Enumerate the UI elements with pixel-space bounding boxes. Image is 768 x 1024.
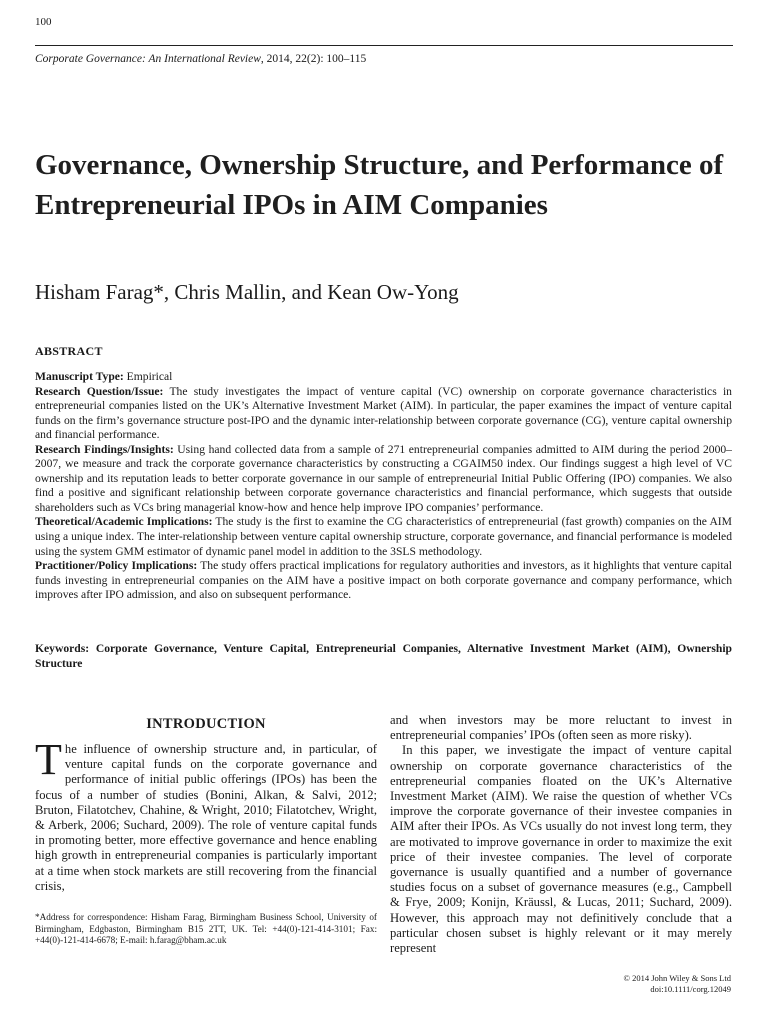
introduction-heading: INTRODUCTION [146, 716, 266, 732]
abstract-heading: ABSTRACT [35, 344, 103, 358]
research-findings-label: Research Findings/Insights: [35, 442, 174, 456]
practitioner-implications-label: Practitioner/Policy Implications: [35, 559, 198, 573]
copyright-notice: © 2014 John Wiley & Sons Ltd [623, 973, 731, 983]
practitioner-implications-text: The study offers practical implications for regulatory authorities and investors, as it highlights that venture capital funds investing in entrepreneurial companies on the AIM have a positive impact on both corporate governance and company performance, which improves after IPO admission, and also on subsequent performance. [35, 559, 732, 602]
journal-name: Corporate Governance: An International Review [35, 53, 261, 65]
manuscript-type-label: Manuscript Type: [35, 370, 124, 383]
research-question-text: The study investigates the impact of venture capital (VC) ownership on corporate governance characteristics in entrepreneurial companies listed on the UK’s Alternative Investment Market (AIM). In particular, the paper examines the impact of venture capital funds on the firm’s governance structure post-IPO and the dynamic inter-relationship between corporate governance (CG), venture capital ownership and financial performance. [35, 384, 732, 442]
intro-paragraph-1 [35, 735, 377, 894]
theoretical-implications-label: Theoretical/Academic Implications: [35, 515, 213, 529]
correspondence-footnote: *Address for correspondence: Hisham Farag, Birmingham Business School, University of Birmingham, Edgbaston, Birmingham B15 2TT, UK. Tel: +44(0)-121-414-3101; Fax: +44(0)-121-414-6678; E-mail: h.farag@bham.ac.uk [35, 912, 377, 945]
intro-paragraph-2: In this paper, we investigate the impact of venture capital ownership on corporate governance characteristics of the entrepreneurial companies floated on the UK’s Alternative Investment Market (AIM). We raise the question of whether VCs improve the corporate governance of their investee companies in AIM after their IPOs. As VCs usually do not invest long term, they are motivated to improve governance in order to maximize the exit price of their investee companies. The level of corporate governance is usually quantified and a number of governance studies focus on a subset of governance measures (e.g., Campbell & Frye, 2009; Konijn, Kräussl, & Lucas, 2011; Suchard, 2009). However, this approach may not definitively conclude that a particular chosen subset is highly relevant or it may merely represent [390, 743, 732, 956]
intro-paragraph-1-continued: and when investors may be more reluctant to invest in entrepreneurial companies’ IPOs (often seen as more risky). [390, 713, 732, 743]
journal-citation [35, 53, 366, 65]
header-rule [35, 45, 733, 46]
doi: doi:10.1111/corg.12049 [650, 984, 731, 994]
keywords: Keywords: Corporate Governance, Venture Capital, Entrepreneurial Companies, Alternative Investment Market (AIM), Ownership Structure [35, 642, 732, 670]
intro-paragraph-1-text: he influence of ownership structure and, in particular, of venture capital funds on the corporate governance and performance of initial public offerings (IPOs) has been the focus of a number of studies (Bonini, Alkan, & Salvi, 2012; Bruton, Filatotchev, Chahine, & Wright, 2010; Filatotchev, Wright, & Arberk, 2006; Suchard, 2009). The role of venture capital funds in promoting better, more effective governance and hence enabling high growth in entrepreneurial companies is particularly important at a time when stock markets are still recovering from the financial crisis, [35, 742, 377, 893]
research-findings-text: Using hand collected data from a sample of 271 entrepreneurial companies admitted to AIM during the period 2000–2007, we measure and track the corporate governance characteristics by constructing a CGAIM50 index. Our findings suggest a high level of VC ownership and its reputation leads to better corporate governance in our sample of entrepreneurial Initial Public Offering (IPO) companies. We also find a positive and significant relationship between corporate governance characteristics and financial performance, which suggests that outside shareholders such as VCs bring managerial know-how and hence help improve IPO companies’ performance. [35, 442, 732, 514]
page-number: 100 [35, 16, 52, 28]
left-column [35, 735, 377, 894]
research-question [35, 385, 732, 443]
right-column [390, 713, 732, 956]
theoretical-implications [35, 515, 732, 559]
research-findings [35, 443, 732, 516]
paper-title: Governance, Ownership Structure, and Performance of Entrepreneurial IPOs in AIM Companies [35, 149, 724, 221]
copyright-block [624, 973, 732, 995]
manuscript-type-value: Empirical [123, 370, 173, 383]
abstract-body [35, 370, 732, 603]
drop-cap: T [35, 735, 62, 784]
research-question-label: Research Question/Issue: [35, 384, 164, 398]
manuscript-type [35, 370, 732, 385]
journal-volume: , 2014, 22(2): 100–115 [260, 53, 367, 65]
author-list: Hisham Farag*, Chris Mallin, and Kean Ow-Yong [35, 280, 459, 304]
theoretical-implications-text: The study is the first to examine the CG characteristics of entrepreneurial (fast growth) companies on the AIM using a unique index. The inter-relationship between venture capital ownership structure, corporate governance, and financial performance is modeled using the system GMM estimator of dynamic panel model in addition to the 3SLS methodology. [35, 515, 732, 558]
practitioner-implications [35, 559, 732, 603]
